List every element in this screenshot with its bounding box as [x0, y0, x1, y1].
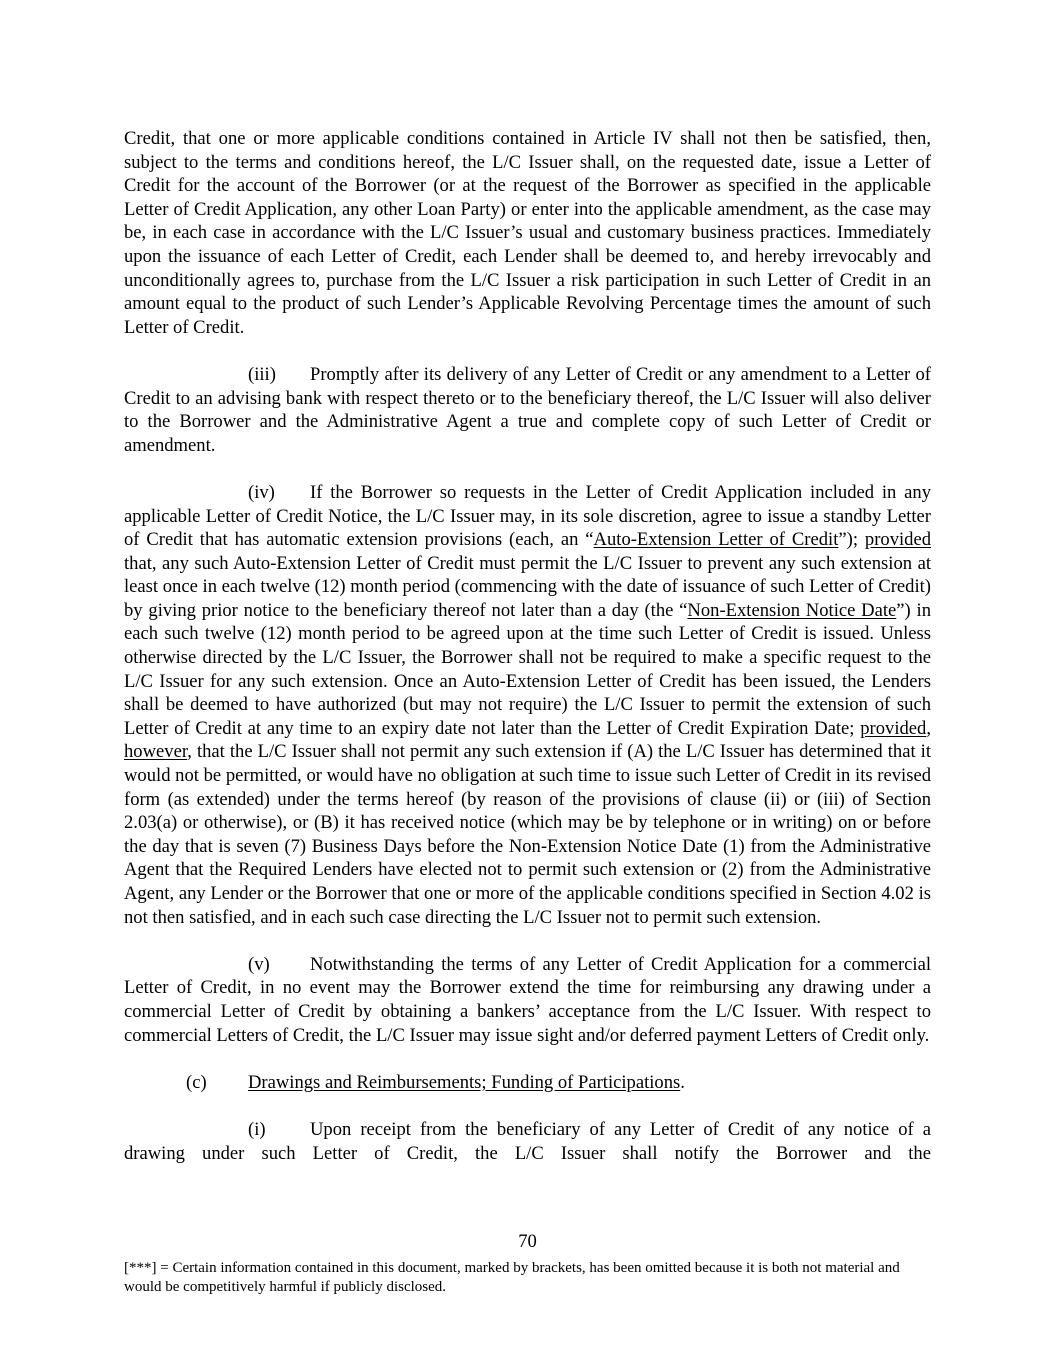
defined-term: Non-Extension Notice Date — [687, 599, 897, 621]
body-text — [124, 127, 931, 1189]
defined-term: Auto-Extension Letter of Credit — [593, 529, 839, 551]
section-heading-c — [124, 1071, 931, 1095]
paragraph-text: that, any such Auto-Extension Letter of Credit must permit the L/C Issuer to prevent any such extension at least once in each twelve (12) month period (commencing with the date of issuance of such Letter of Credit) by giving prior notice to the beneficiary thereof not later than a day (the “ — [124, 552, 931, 621]
defined-term: provided — [864, 529, 932, 551]
paragraph-text: ”); — [838, 529, 865, 551]
paragraph-text: ”) in each such twelve (12) month period to be agreed upon at the time such Letter of Credit is issued. Unless otherwise directed by the L/C Issuer, the Borrower shall not be required to make a specific request to the L/C Issuer for any such extension. Once an Auto-Extension Letter of Credit has been issued, the Lenders shall be deemed to have authorized (but may not require) the L/C Issuer to permit the extension of such Letter of Credit at any time to an expiry date not later than the Letter of Credit Expiration Date; — [124, 599, 931, 739]
section-number: (c) — [186, 1071, 207, 1093]
paragraph-text: Notwithstanding the terms of any Letter of Credit Application for a commercial Letter of Credit, in no event may the Borrower extend the time for reimbursing any drawing under a commercial Letter of Credit by obtaining a bankers’ acceptance from the L/C Issuer. With respect to commercial Letters of Credit, the L/C Issuer may issue sight and/or deferred payment Letters of Credit only. — [124, 953, 931, 1046]
paragraph-text: Credit, that one or more applicable conditions contained in Article IV shall not then be satisfied, then, subject to the terms and conditions hereof, the L/C Issuer shall, on the requested date, issue a Letter of Credit for the account of the Borrower (or at the request of the Borrower as specified in the applicable Letter of Credit Application, any other Loan Party) or enter into the applicable amendment, as the case may be, in each case in accordance with the L/C Issuer’s usual and customary business practices. Immediately upon the issuance of each Letter of Credit, each Lender shall be deemed to, and hereby irrevocably and unconditionally agrees to, purchase from the L/C Issuer a risk participation in such Letter of Credit in an amount equal to the product of such Lender’s Applicable Revolving Percentage times the amount of such Letter of Credit. — [124, 128, 931, 338]
defined-term: provided — [860, 717, 927, 739]
paragraph-text: If the Borrower so requests in the Letter of Credit Application included in any applicable Letter of Credit Notice, the L/C Issuer may, in its sole discretion, agree to issue a standby Letter of Credit that has automatic extension provisions (each, an “ — [124, 481, 931, 551]
defined-term: however — [124, 741, 188, 763]
paragraph-i — [124, 1118, 931, 1165]
paragraph-continued — [124, 127, 931, 339]
paragraph-iii — [124, 363, 931, 457]
page-number: 70 — [518, 1231, 537, 1252]
paragraph-v — [124, 953, 931, 1047]
paragraph-text: , — [926, 717, 931, 739]
paragraph-text: Promptly after its delivery of any Letter of Credit or any amendment to a Letter of Credit to an advising bank with respect thereto or to the beneficiary thereof, the L/C Issuer will also deliver to the Borrower and the Administrative Agent a true and complete copy of such Letter of Credit or amendment. — [124, 363, 931, 456]
paragraph-text: Upon receipt from the beneficiary of any Letter of Credit of any notice of a drawing under such Letter of Credit, the L/C Issuer shall notify the Borrower and the — [124, 1118, 931, 1164]
clause-number: (i) — [248, 1118, 266, 1140]
section-heading: Drawings and Reimbursements; Funding of Participations — [248, 1071, 681, 1093]
footnote: [***] = Certain information contained in this document, marked by brackets, has been omitted because it is both not material and would be competitively harmful if publicly disclosed. — [124, 1260, 900, 1295]
clause-number: (iv) — [248, 481, 275, 503]
heading-trail: . — [680, 1071, 685, 1093]
clause-number: (iii) — [248, 363, 276, 385]
clause-number: (v) — [248, 953, 270, 975]
paragraph-text: , that the L/C Issuer shall not permit any such extension if (A) the L/C Issuer has determined that it would not be permitted, or would have no obligation at such time to issue such Letter of Credit in its revised form (as extended) under the terms hereof (by reason of the provisions of clause (ii) or (iii) of Section 2.03(a) or otherwise), or (B) it has received notice (which may be by telephone or in writing) on or before the day that is seven (7) Business Days before the Non-Extension Notice Date (1) from the Administrative Agent that the Required Lenders have elected not to permit such extension or (2) from the Administrative Agent, any Lender or the Borrower that one or more of the applicable conditions specified in Section 4.02 is not then satisfied, and in each such case directing the L/C Issuer not to permit such extension. — [124, 741, 931, 928]
paragraph-iv — [124, 481, 931, 929]
